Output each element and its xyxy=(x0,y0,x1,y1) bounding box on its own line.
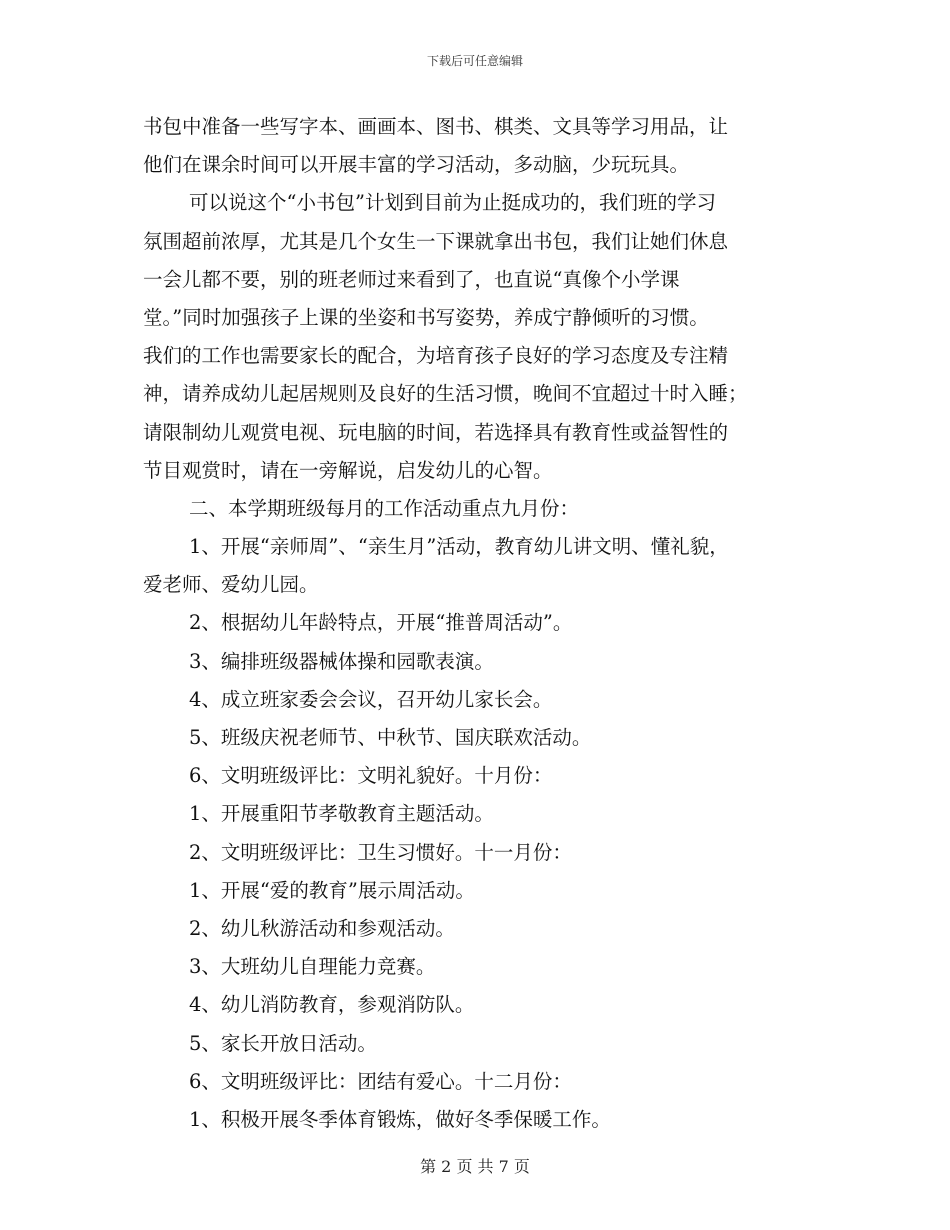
text-line: 可以说这个“小书包”计划到目前为止挺成功的，我们班的学习 xyxy=(189,191,716,215)
list-item: 2、根据幼儿年龄特点，开展“推普周活动”。 xyxy=(189,611,573,635)
section-heading: 二、本学期班级每月的工作活动重点九月份： xyxy=(189,496,580,520)
list-item: 1、开展“亲师周”、“亲生月”活动，教育幼儿讲文明、懂礼貌， xyxy=(189,535,729,559)
list-item: 6、文明班级评比：团结有爱心。十二月份： xyxy=(189,1069,572,1093)
text-line: 一会儿都不要，别的班老师过来看到了，也直说“真像个小学课 xyxy=(143,267,680,291)
text-line: 神，请养成幼儿起居规则及良好的生活习惯，晚间不宜超过十时入睡； xyxy=(143,382,748,406)
list-item: 5、家长开放日活动。 xyxy=(189,1031,377,1055)
text-line: 书包中准备一些写字本、画画本、图书、棋类、文具等学习用品，让 xyxy=(143,115,729,138)
page-header: 下载后可任意编辑 xyxy=(426,54,523,68)
text-line: 我们的工作也需要家长的配合，为培育孩子良好的学习态度及专注精 xyxy=(143,344,729,368)
text-line: 堂。”同时加强孩子上课的坐姿和书写姿势，养成宁静倾听的习惯。 xyxy=(143,305,709,329)
text-line: 爱老师、爱幼儿园。 xyxy=(143,573,319,597)
list-item: 3、大班幼儿自理能力竞赛。 xyxy=(189,955,436,979)
list-item: 1、开展重阳节孝敬教育主题活动。 xyxy=(189,802,494,826)
list-item: 1、开展“爱的教育”展示周活动。 xyxy=(189,878,475,902)
text-line: 请限制幼儿观赏电视、玩电脑的时间，若选择具有教育性或益智性的 xyxy=(143,420,729,444)
list-item: 4、成立班家委会会议，召开幼儿家长会。 xyxy=(189,687,553,711)
list-item: 5、班级庆祝老师节、中秋节、国庆联欢活动。 xyxy=(189,726,592,749)
list-item: 1、积极开展冬季体育锻炼，做好冬季保暖工作。 xyxy=(189,1107,611,1131)
list-item: 4、幼儿消防教育，参观消防队。 xyxy=(189,993,475,1017)
document-body xyxy=(143,108,823,1139)
text-line: 节目观赏时，请在一旁解说，启发幼儿的心智。 xyxy=(143,458,553,482)
page-number: 第 2 页 共 7 页 xyxy=(420,1157,530,1176)
list-item: 2、文明班级评比：卫生习惯好。十一月份： xyxy=(189,840,572,864)
list-item: 6、文明班级评比：文明礼貌好。十月份： xyxy=(189,764,553,788)
list-item: 2、幼儿秋游活动和参观活动。 xyxy=(189,916,455,940)
text-line: 他们在课余时间可以开展丰富的学习活动，多动脑，少玩玩具。 xyxy=(143,153,690,177)
text-line: 氛围超前浓厚，尤其是几个女生一下课就拿出书包，我们让她们休息 xyxy=(143,229,729,253)
list-item: 3、编排班级器械体操和园歌表演。 xyxy=(189,649,494,673)
